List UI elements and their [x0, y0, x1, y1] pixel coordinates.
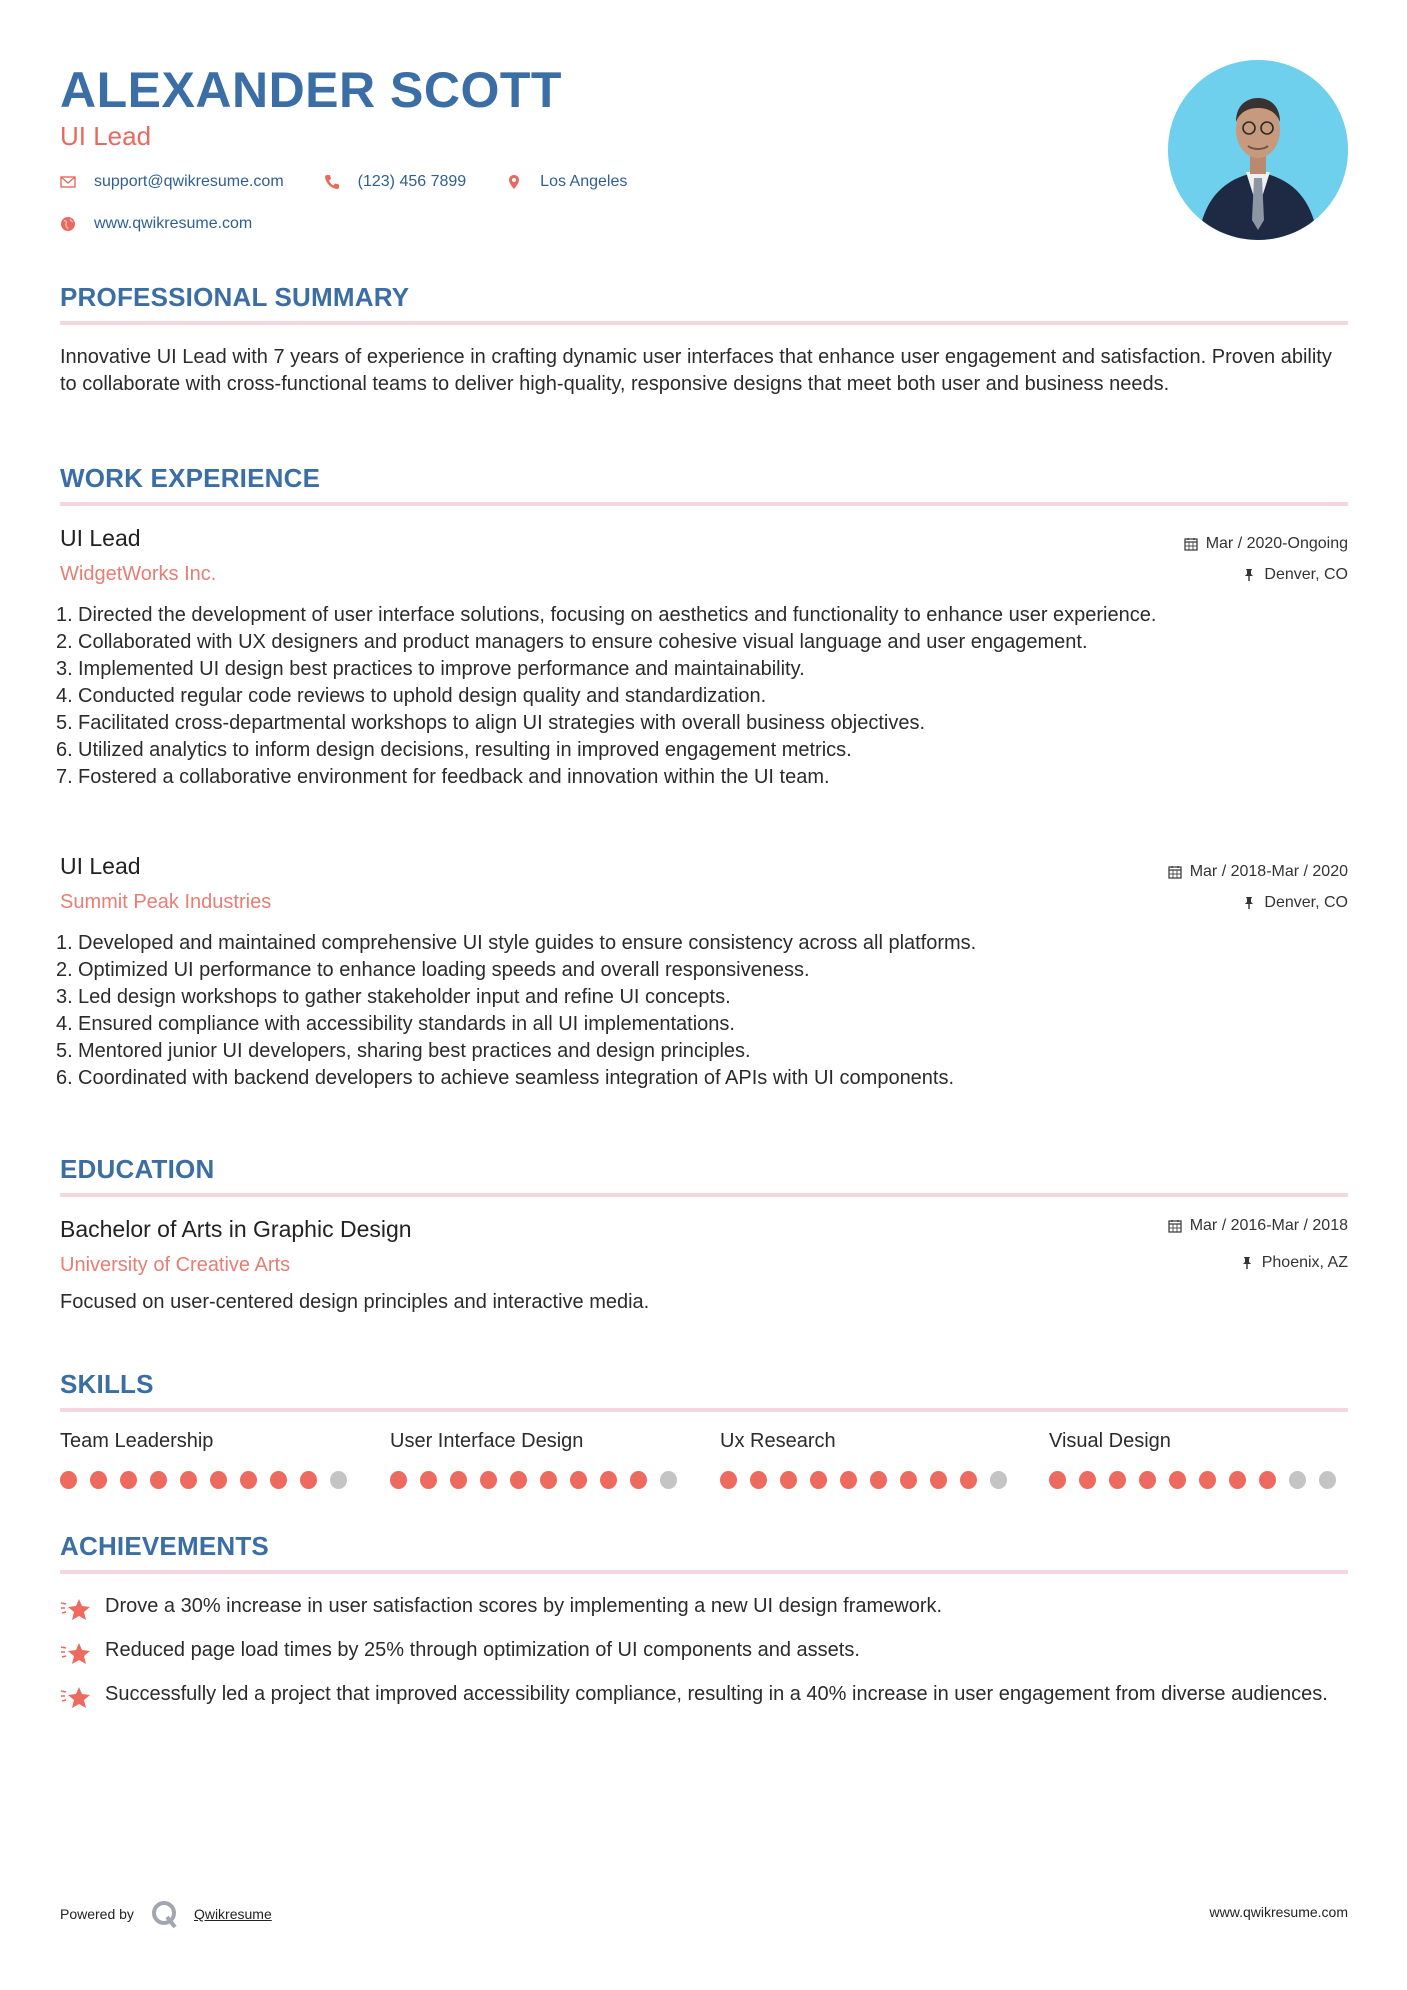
contact-website[interactable]	[60, 215, 252, 233]
qwikresume-link[interactable]: Qwikresume	[193, 1906, 272, 1922]
footer-website-link[interactable]: www.qwikresume.com	[1209, 1904, 1348, 1920]
rating-dot-filled	[240, 1471, 257, 1489]
profile-photo	[1168, 60, 1348, 240]
person-portrait-icon	[1168, 60, 1348, 240]
contact-row	[60, 173, 667, 191]
job-location	[1242, 893, 1348, 913]
resume-page	[56, 0, 1348, 1990]
pushpin-icon	[1240, 1256, 1254, 1270]
list-item: 1. Developed and maintained comprehensive UI style guides to ensure consistency across all platforms.	[56, 932, 977, 954]
job-location	[1242, 565, 1348, 585]
job-responsibilities	[56, 930, 1310, 1092]
dates-text: Mar / 2020-Ongoing	[1205, 535, 1348, 552]
section-divider	[60, 1570, 1348, 1574]
rating-dot-filled	[120, 1471, 137, 1489]
achievement-item: Reduced page load times by 25% through optimization of UI components and assets.	[60, 1637, 1348, 1664]
list-item: 3. Implemented UI design best practices to improve performance and maintainability.	[56, 658, 805, 680]
rating-dot-filled	[1229, 1471, 1246, 1489]
list-item: 6. Utilized analytics to inform design decisions, resulting in improved engagement metrics.	[56, 739, 852, 761]
education-description: Focused on user-centered design principles and interactive media.	[60, 1291, 650, 1313]
section-title-summary: PROFESSIONAL SUMMARY	[60, 282, 410, 312]
map-pin-icon	[506, 174, 522, 190]
section-divider	[60, 502, 1348, 506]
rating-dot-filled	[630, 1471, 647, 1489]
rating-dot-filled	[720, 1471, 737, 1489]
qwikresume-logo-icon	[150, 1899, 180, 1929]
location-text: Los Angeles	[540, 173, 628, 190]
rating-dot-filled	[840, 1471, 857, 1489]
location-text: Denver, CO	[1264, 566, 1348, 583]
skill-item	[390, 1428, 690, 1489]
rating-dot-filled	[270, 1471, 287, 1489]
rating-dot-filled	[570, 1471, 587, 1489]
rating-dot-empty	[660, 1471, 677, 1489]
contact-phone[interactable]	[324, 173, 467, 191]
location-text: Denver, CO	[1264, 894, 1348, 911]
rating-dot-empty	[330, 1471, 347, 1489]
star-award-icon	[60, 1640, 92, 1668]
rating-dot-filled	[420, 1471, 437, 1489]
list-item: 4. Conducted regular code reviews to uphold design quality and standardization.	[56, 685, 767, 707]
rating-dot-filled	[510, 1471, 527, 1489]
rating-dot-filled	[600, 1471, 617, 1489]
rating-dot-filled	[210, 1471, 227, 1489]
candidate-title: UI Lead	[60, 121, 152, 151]
skill-item	[1049, 1428, 1349, 1489]
phone-icon	[324, 174, 340, 190]
rating-dot-filled	[450, 1471, 467, 1489]
section-title-skills: SKILLS	[60, 1369, 154, 1399]
rating-dot-filled	[540, 1471, 557, 1489]
globe-icon	[60, 216, 76, 232]
rating-dot-empty	[1289, 1471, 1306, 1489]
skill-item	[720, 1428, 1020, 1489]
skill-item	[60, 1428, 360, 1489]
section-divider	[60, 321, 1348, 325]
company-name: WidgetWorks Inc.	[60, 563, 217, 585]
job-dates	[1184, 534, 1348, 554]
education-location	[1240, 1253, 1348, 1273]
rating-dot-filled	[300, 1471, 317, 1489]
rating-dot-filled	[1199, 1471, 1216, 1489]
rating-dot-filled	[1259, 1471, 1276, 1489]
section-divider	[60, 1193, 1348, 1197]
list-item: 6. Coordinated with backend developers to achieve seamless integration of APIs with UI components.	[56, 1067, 955, 1089]
list-item: 5. Facilitated cross-departmental workshops to align UI strategies with overall business objectives.	[56, 712, 926, 734]
list-item: 2. Collaborated with UX designers and product managers to ensure cohesive visual language and user engagement.	[56, 631, 1088, 653]
contact-email[interactable]	[60, 173, 284, 191]
summary-text: Innovative UI Lead with 7 years of experience in crafting dynamic user interfaces that enhance user engagement and satisfaction. Proven ability to collaborate with cross-functional teams to deliver high-quality, responsive designs that meet both user and business needs.	[60, 346, 1332, 395]
envelope-icon	[60, 174, 76, 190]
rating-dot-filled	[1109, 1471, 1126, 1489]
website-row	[60, 215, 292, 233]
school-name: University of Creative Arts	[60, 1254, 291, 1276]
achievement-item: Drove a 30% increase in user satisfaction scores by implementing a new UI design framework.	[60, 1593, 1348, 1620]
powered-by-label: Powered by	[60, 1906, 134, 1922]
email-text: support@qwikresume.com	[94, 173, 284, 190]
section-title-achievements: ACHIEVEMENTS	[60, 1531, 269, 1561]
job-title: UI Lead	[60, 853, 141, 879]
education-dates	[1168, 1216, 1348, 1236]
star-award-icon	[60, 1684, 92, 1712]
list-item: 2. Optimized UI performance to enhance loading speeds and overall responsiveness.	[56, 959, 810, 981]
rating-dot-filled	[180, 1471, 197, 1489]
rating-dot-filled	[930, 1471, 947, 1489]
rating-dot-filled	[60, 1471, 77, 1489]
rating-dot-filled	[1079, 1471, 1096, 1489]
skill-rating	[720, 1471, 1020, 1489]
section-title-education: EDUCATION	[60, 1154, 215, 1184]
rating-dot-filled	[480, 1471, 497, 1489]
rating-dot-filled	[1169, 1471, 1186, 1489]
location-text: Phoenix, AZ	[1261, 1254, 1348, 1271]
rating-dot-filled	[1139, 1471, 1156, 1489]
rating-dot-filled	[390, 1471, 407, 1489]
list-item: 5. Mentored junior UI developers, sharing best practices and design principles.	[56, 1040, 751, 1062]
website-text: www.qwikresume.com	[94, 215, 253, 232]
job-responsibilities	[56, 602, 1310, 791]
pushpin-icon	[1242, 896, 1256, 910]
rating-dot-filled	[90, 1471, 107, 1489]
list-item: 4. Ensured compliance with accessibility standards in all UI implementations.	[56, 1013, 735, 1035]
rating-dot-filled	[780, 1471, 797, 1489]
skill-rating	[390, 1471, 690, 1489]
footer	[60, 1900, 1348, 1928]
section-divider	[60, 1408, 1348, 1412]
rating-dot-filled	[1049, 1471, 1066, 1489]
rating-dot-empty	[1319, 1471, 1336, 1489]
achievement-item: Successfully led a project that improved accessibility compliance, resulting in a 40% increase in user engagement from diverse audiences.	[60, 1681, 1348, 1708]
pushpin-icon	[1242, 568, 1256, 582]
calendar-icon	[1168, 865, 1182, 879]
list-item: 1. Directed the development of user interface solutions, focusing on aesthetics and functionality to enhance user experience.	[56, 604, 1157, 626]
skill-label: User Interface Design	[390, 1430, 584, 1452]
rating-dot-filled	[960, 1471, 977, 1489]
job-dates	[1168, 862, 1348, 882]
rating-dot-filled	[810, 1471, 827, 1489]
phone-text: (123) 456 7899	[357, 173, 467, 190]
calendar-icon	[1184, 537, 1198, 551]
dates-text: Mar / 2018-Mar / 2020	[1189, 863, 1348, 880]
achievements-list	[60, 1593, 1348, 1725]
dates-text: Mar / 2016-Mar / 2018	[1189, 1217, 1348, 1234]
rating-dot-filled	[900, 1471, 917, 1489]
contact-location	[506, 173, 627, 191]
company-name: Summit Peak Industries	[60, 891, 272, 913]
skill-rating	[60, 1471, 360, 1489]
skill-label: Visual Design	[1049, 1430, 1171, 1452]
list-item: 3. Led design workshops to gather stakeholder input and refine UI concepts.	[56, 986, 731, 1008]
skill-label: Team Leadership	[60, 1430, 214, 1452]
skills-grid	[60, 1428, 1348, 1498]
rating-dot-filled	[150, 1471, 167, 1489]
skill-label: Ux Research	[720, 1430, 836, 1452]
skill-rating	[1049, 1471, 1349, 1489]
star-award-icon	[60, 1596, 92, 1624]
section-title-experience: WORK EXPERIENCE	[60, 463, 321, 493]
rating-dot-empty	[990, 1471, 1007, 1489]
candidate-name: ALEXANDER SCOTT	[60, 62, 562, 118]
list-item: 7. Fostered a collaborative environment for feedback and innovation within the UI team.	[56, 766, 830, 788]
calendar-icon	[1168, 1219, 1182, 1233]
rating-dot-filled	[870, 1471, 887, 1489]
rating-dot-filled	[750, 1471, 767, 1489]
job-title: UI Lead	[60, 525, 141, 551]
degree-title: Bachelor of Arts in Graphic Design	[60, 1216, 412, 1242]
